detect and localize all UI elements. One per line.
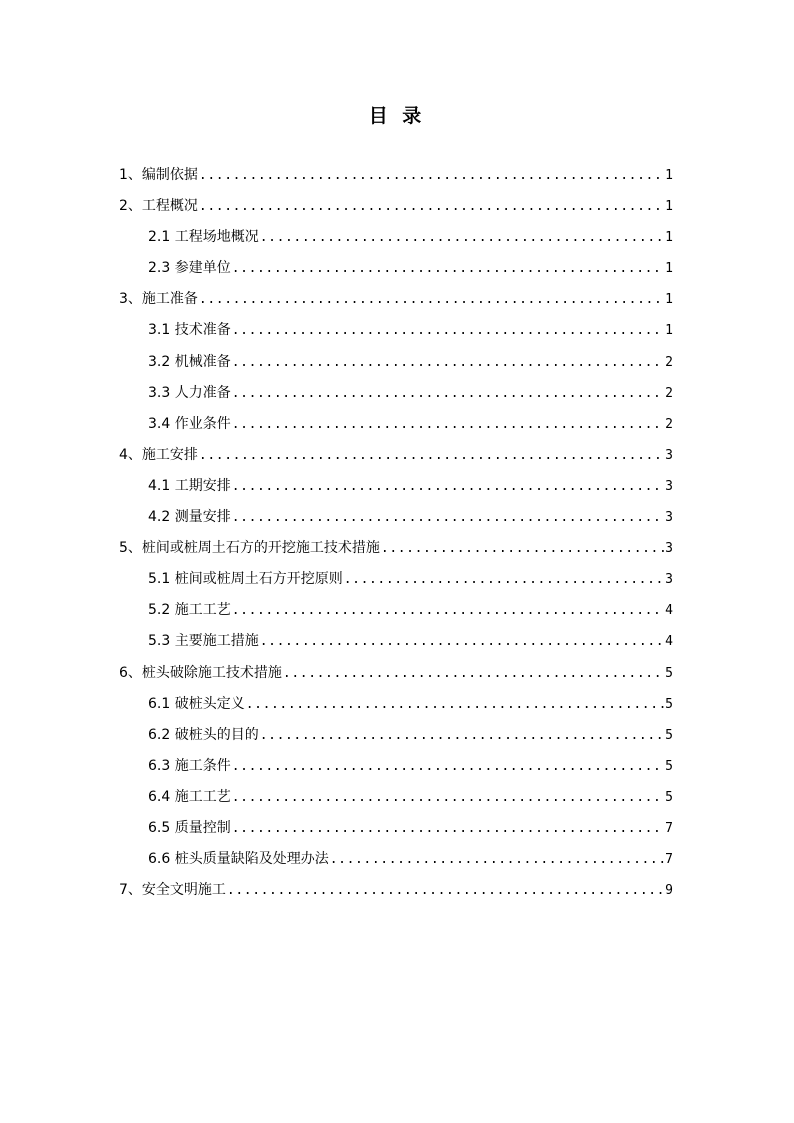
- toc-dot-leader: [381, 533, 664, 564]
- toc-entry[interactable]: [119, 626, 673, 657]
- toc-page-number: 7: [665, 820, 673, 836]
- toc-entry-title: 3、施工准备: [119, 291, 198, 308]
- toc-entry[interactable]: [119, 191, 673, 222]
- toc-entry[interactable]: [119, 751, 673, 782]
- toc-entry-title: 6.3 施工条件: [148, 757, 231, 774]
- toc-dot-leader: [330, 844, 664, 875]
- toc-entry[interactable]: [119, 502, 673, 533]
- toc-entry[interactable]: [119, 378, 673, 409]
- toc-entry-title: 5.3 主要施工措施: [148, 633, 259, 650]
- toc-page-number: 9: [665, 883, 673, 899]
- toc-title: 目 录: [368, 105, 426, 127]
- toc-dot-leader: [232, 595, 664, 626]
- toc-entry-title: 3.1 技术准备: [148, 322, 231, 339]
- toc-page-number: 2: [665, 354, 673, 370]
- toc-page-number: 3: [665, 447, 673, 463]
- toc-entry[interactable]: [119, 222, 673, 253]
- toc-entry-title: 6.1 破桩头定义: [148, 695, 245, 712]
- toc-page-number: 5: [665, 696, 673, 712]
- toc-dot-leader: [232, 502, 664, 533]
- toc-entry[interactable]: [119, 284, 673, 315]
- toc-dot-leader: [260, 222, 664, 253]
- toc-page-number: 7: [665, 852, 673, 868]
- toc-entry-title: 6.6 桩头质量缺陷及处理办法: [148, 851, 329, 868]
- toc-page-number: 1: [665, 199, 673, 215]
- toc-entry[interactable]: [119, 720, 673, 751]
- toc-page-number: 2: [665, 416, 673, 432]
- toc-dot-leader: [232, 813, 664, 844]
- toc-entry[interactable]: [119, 471, 673, 502]
- toc-dot-leader: [232, 751, 664, 782]
- toc-page-number: 5: [665, 789, 673, 805]
- toc-dot-leader: [283, 658, 664, 689]
- toc-entry-title: 6.2 破桩头的目的: [148, 726, 259, 743]
- toc-entry-title: 5.1 桩间或桩周土石方开挖原则: [148, 571, 343, 588]
- toc-dot-leader: [227, 875, 664, 906]
- toc-page-number: 5: [665, 758, 673, 774]
- toc-entry[interactable]: [119, 782, 673, 813]
- toc-entry[interactable]: [119, 440, 673, 471]
- toc-dot-leader: [344, 564, 664, 595]
- toc-entry-title: 4、施工安排: [119, 446, 198, 463]
- toc-entry-title: 6.4 施工工艺: [148, 788, 231, 805]
- toc-dot-leader: [232, 782, 664, 813]
- toc-dot-leader: [199, 440, 664, 471]
- toc-page-number: 1: [665, 230, 673, 246]
- toc-dot-leader: [260, 626, 664, 657]
- toc-entry-title: 2.3 参建单位: [148, 260, 231, 277]
- toc-entry[interactable]: [119, 658, 673, 689]
- toc-page-number: 4: [665, 634, 673, 650]
- toc-page-number: 3: [665, 478, 673, 494]
- toc-entry[interactable]: [119, 595, 673, 626]
- toc-entry[interactable]: [119, 875, 673, 906]
- toc-entry-title: 4.2 测量安排: [148, 509, 231, 526]
- toc-page-number: 3: [665, 541, 673, 557]
- toc-entry-title: 2、工程概况: [119, 198, 198, 215]
- toc-entry-title: 2.1 工程场地概况: [148, 229, 259, 246]
- table-of-contents: [119, 160, 673, 906]
- toc-dot-leader: [199, 284, 664, 315]
- toc-entry[interactable]: [119, 160, 673, 191]
- toc-entry[interactable]: [119, 564, 673, 595]
- toc-dot-leader: [232, 409, 664, 440]
- toc-entry-title: 5、桩间或桩周土石方的开挖施工技术措施: [119, 540, 380, 557]
- toc-entry[interactable]: [119, 533, 673, 564]
- toc-dot-leader: [260, 720, 664, 751]
- toc-dot-leader: [199, 160, 664, 191]
- toc-dot-leader: [246, 689, 664, 720]
- toc-page-number: 1: [665, 168, 673, 183]
- toc-dot-leader: [232, 347, 664, 378]
- toc-entry-title: 5.2 施工工艺: [148, 602, 231, 619]
- toc-dot-leader: [232, 378, 664, 409]
- toc-page-number: 3: [665, 510, 673, 526]
- toc-entry-title: 1、编制依据: [119, 167, 198, 183]
- toc-entry[interactable]: [119, 813, 673, 844]
- toc-entry[interactable]: [119, 409, 673, 440]
- toc-dot-leader: [232, 315, 664, 346]
- toc-entry[interactable]: [119, 844, 673, 875]
- toc-page-number: 3: [665, 572, 673, 588]
- toc-entry-title: 3.3 人力准备: [148, 384, 231, 401]
- toc-entry[interactable]: [119, 347, 673, 378]
- toc-dot-leader: [232, 253, 664, 284]
- toc-entry[interactable]: [119, 689, 673, 720]
- toc-entry-title: 3.4 作业条件: [148, 415, 231, 432]
- toc-entry-title: 6.5 质量控制: [148, 819, 231, 836]
- toc-entry[interactable]: [119, 253, 673, 284]
- toc-dot-leader: [232, 471, 664, 502]
- toc-entry-title: 7、安全文明施工: [119, 882, 226, 899]
- toc-entry-title: 4.1 工期安排: [148, 477, 231, 494]
- toc-entry[interactable]: [119, 315, 673, 346]
- toc-entry-title: 3.2 机械准备: [148, 353, 231, 370]
- toc-page-number: 4: [665, 603, 673, 619]
- toc-dot-leader: [199, 191, 664, 222]
- toc-page-number: 2: [665, 385, 673, 401]
- toc-page-number: 1: [665, 292, 673, 308]
- toc-page-number: 5: [665, 665, 673, 681]
- toc-entry-title: 6、桩头破除施工技术措施: [119, 664, 282, 681]
- toc-page-number: 1: [665, 323, 673, 339]
- toc-page-number: 5: [665, 727, 673, 743]
- toc-page-number: 1: [665, 261, 673, 277]
